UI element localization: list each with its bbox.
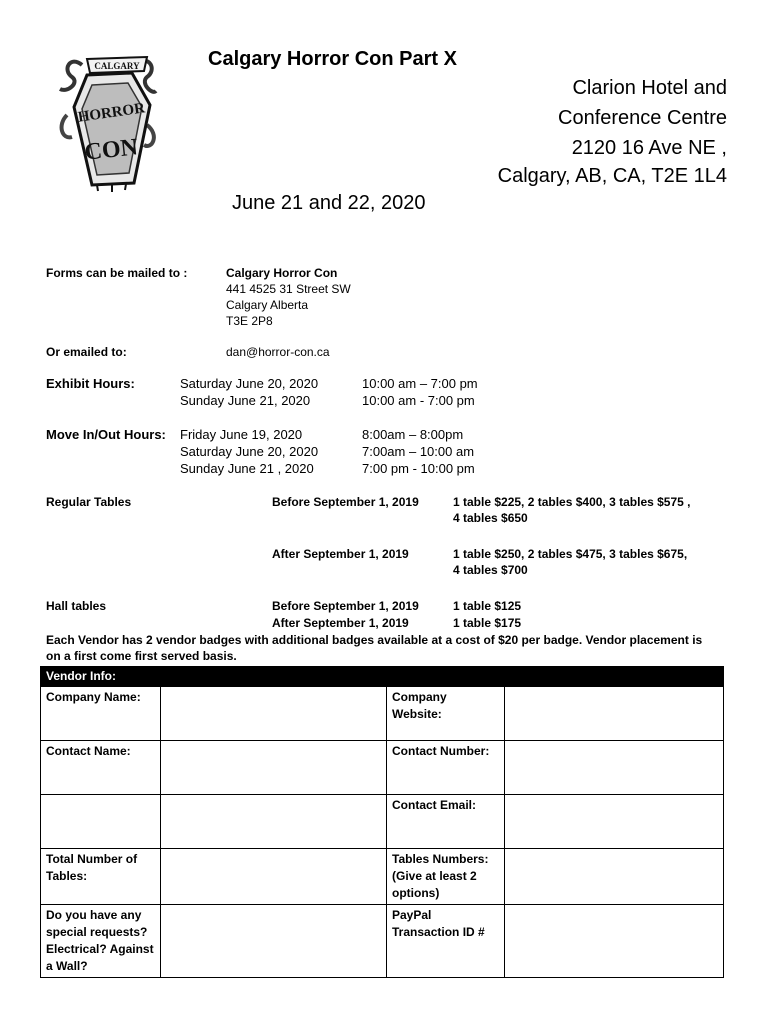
venue-line-4: Calgary, AB, CA, T2E 1L4 [497,165,727,187]
total-tables-label-line-2: Tables: [46,869,88,883]
contact-email-input[interactable] [505,795,724,849]
contact-email-label: Contact Email: [387,795,505,849]
special-requests-label-line-2: special requests? [46,925,148,939]
mailing-line-2: 441 4525 31 Street SW [226,282,351,296]
table-numbers-label-line-1: Tables Numbers: [392,852,489,866]
vendor-note [46,632,702,664]
contact-name-label: Contact Name: [41,741,161,795]
move-time-1: 8:00am – 8:00pm [362,427,464,442]
special-requests-label-line-3: Electrical? Against [46,942,154,956]
move-time-3: 7:00 pm - 10:00 pm [362,461,475,476]
move-time-2: 7:00am – 10:00 am [362,444,475,459]
regular-before-price-line-1: 1 table $225, 2 tables $400, 3 tables $575 , [453,495,691,509]
venue-line-3: 2120 16 Ave NE , [571,137,727,159]
contact-name-input[interactable] [161,741,387,795]
mailing-label: Forms can be mailed to : [46,266,188,280]
logo-text-mid: HORROR [76,100,146,126]
event-dates: June 21 and 22, 2020 [232,192,426,214]
paypal-input[interactable] [505,905,724,978]
vendor-info-form [40,666,724,978]
mailing-line-3: Calgary Alberta [226,298,309,312]
vendor-note-line-2: on a first come first served basis. [46,649,237,663]
hall-after-label: After September 1, 2019 [272,616,409,630]
contact-number-label: Contact Number: [387,741,505,795]
special-requests-label-line-4: a Wall? [46,959,88,973]
move-times [362,426,475,477]
blank-label-cell [41,795,161,849]
vendor-note-line-1: Each Vendor has 2 vendor badges with additional badges available at a cost of $20 per badge. Vendor placement is [46,633,703,647]
table-numbers-label-line-2: (Give at least 2 [392,869,477,883]
event-title: Calgary Horror Con Part X [208,48,457,70]
venue-line-2: Conference Centre [558,107,727,129]
move-day-2: Saturday June 20, 2020 [180,444,319,459]
special-requests-label [41,905,161,978]
exhibit-hours-label: Exhibit Hours: [46,376,135,391]
move-days [180,426,318,477]
vendor-info-header: Vendor Info: [41,667,724,687]
horror-con-logo [52,45,162,193]
move-day-3: Sunday June 21 , 2020 [180,461,314,476]
special-requests-label-line-1: Do you have any [46,908,142,922]
total-tables-label [41,849,161,905]
mailing-line-4: T3E 2P8 [226,314,273,328]
regular-before-label: Before September 1, 2019 [272,495,419,509]
company-website-label: Company Website: [387,687,505,741]
email-label: Or emailed to: [46,345,127,359]
hall-before-price: 1 table $125 [453,599,522,613]
regular-before-price-line-2: 4 tables $650 [453,511,528,525]
total-tables-input[interactable] [161,849,387,905]
email-address[interactable]: dan@horror-con.ca [226,345,330,359]
exhibit-day-2: Sunday June 21, 2020 [180,393,311,408]
exhibit-days [180,375,318,409]
table-numbers-input[interactable] [505,849,724,905]
exhibit-time-2: 10:00 am - 7:00 pm [362,393,475,408]
logo-text-bottom: CON [83,134,140,166]
logo-text-top: CALGARY [94,61,140,71]
regular-tables-label: Regular Tables [46,495,132,509]
paypal-label [387,905,505,978]
regular-after-label: After September 1, 2019 [272,547,409,561]
total-tables-label-line-1: Total Number of [46,852,138,866]
exhibit-day-1: Saturday June 20, 2020 [180,376,319,391]
company-name-label: Company Name: [41,687,161,741]
hall-tables-label: Hall tables [46,599,107,613]
hall-after-price: 1 table $175 [453,616,522,630]
mailing-line-1: Calgary Horror Con [226,266,338,280]
regular-after-price-line-2: 4 tables $700 [453,563,528,577]
venue-line-1: Clarion Hotel and [572,77,727,99]
regular-after-price [453,546,687,578]
exhibit-times [362,375,478,409]
hall-before-label: Before September 1, 2019 [272,599,419,613]
paypal-label-line-2: Transaction ID # [392,925,485,939]
company-name-input[interactable] [161,687,387,741]
company-website-input[interactable] [505,687,724,741]
table-numbers-label-line-3: options) [392,886,440,900]
regular-after-price-line-1: 1 table $250, 2 tables $475, 3 tables $675, [453,547,688,561]
exhibit-time-1: 10:00 am – 7:00 pm [362,376,478,391]
contact-name-extra-input[interactable] [161,795,387,849]
move-hours-label: Move In/Out Hours: [46,427,166,442]
special-requests-input[interactable] [161,905,387,978]
contact-number-input[interactable] [505,741,724,795]
regular-before-price [453,494,691,526]
table-numbers-label [387,849,505,905]
mailing-address [226,265,351,329]
move-day-1: Friday June 19, 2020 [180,427,303,442]
paypal-label-line-1: PayPal [392,908,432,922]
